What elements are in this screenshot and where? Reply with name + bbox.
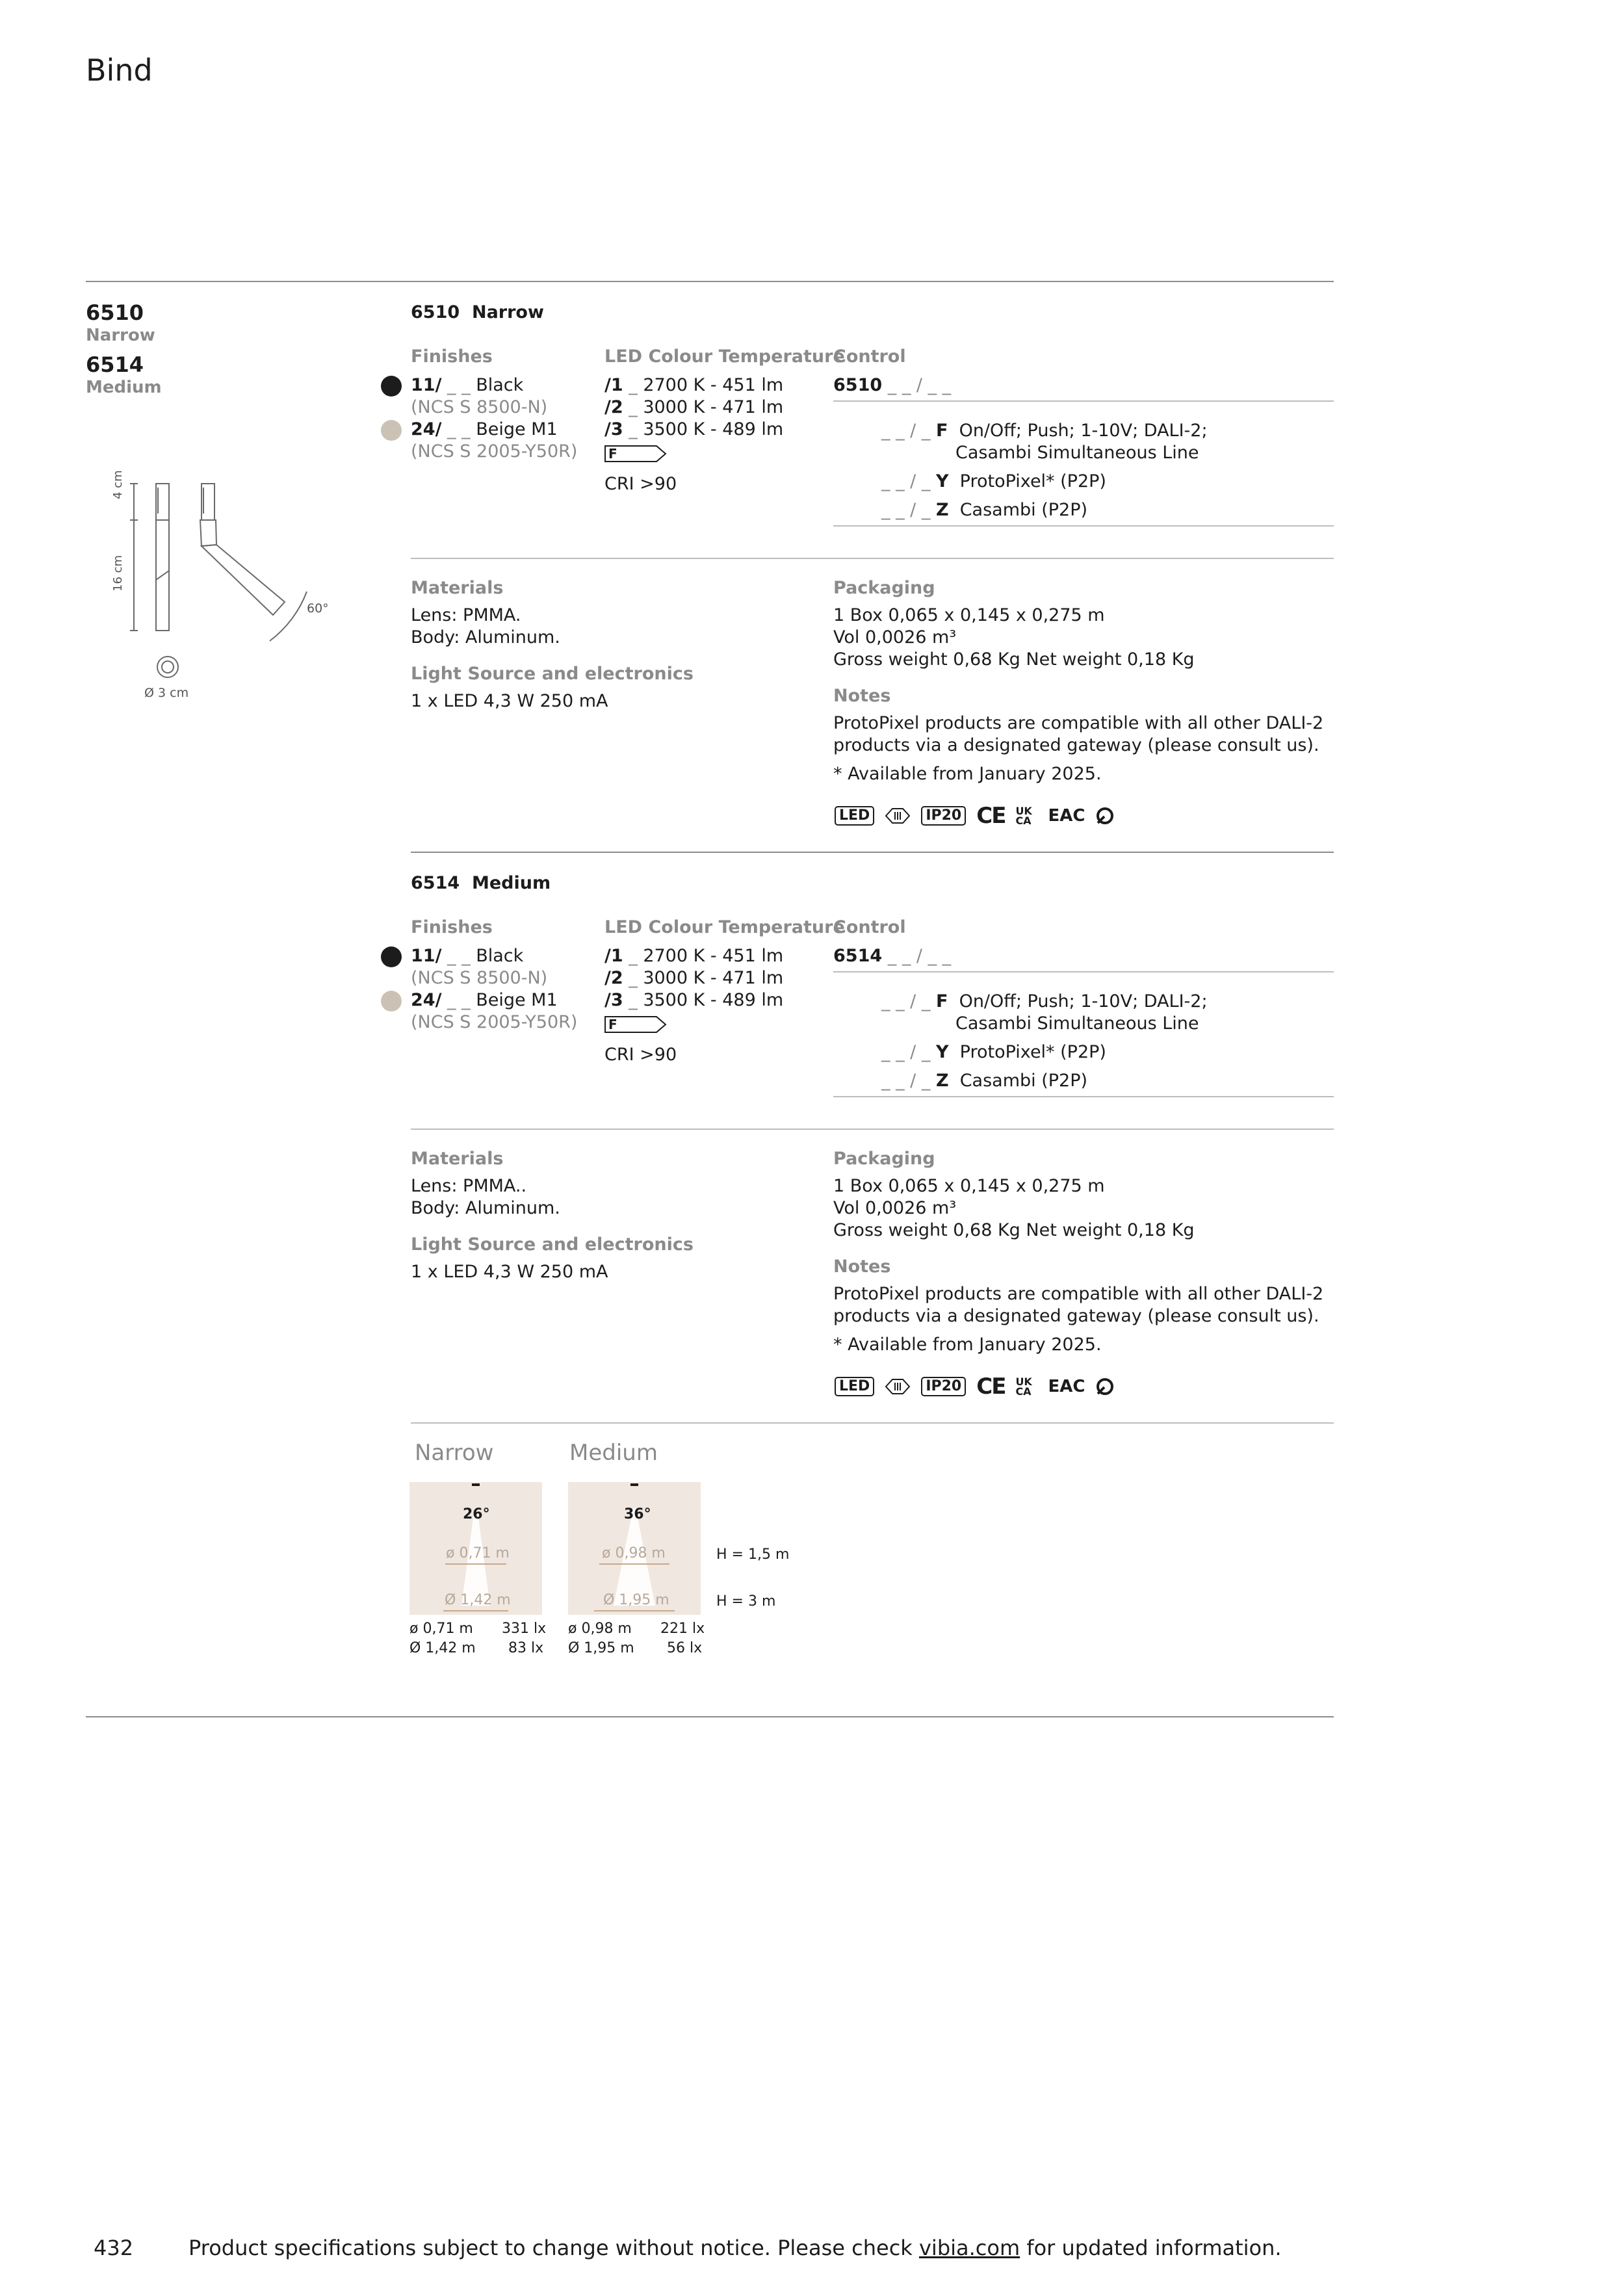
light-source-header: Light Source and electronics [411, 1234, 694, 1255]
height-label: H = 3 m [716, 1593, 776, 1610]
control-option-text: On/Off; Push; 1-10V; DALI-2; [959, 991, 1208, 1011]
materials-header: Materials [411, 578, 504, 598]
packaging-header: Packaging [833, 1149, 935, 1169]
led-blank: _ [623, 990, 643, 1010]
section-title [411, 302, 544, 324]
packaging-line: 1 Box 0,065 x 0,145 x 0,275 m [833, 1176, 1105, 1196]
footer-text [188, 2235, 1282, 2261]
dimension-top-height: 4 cm [111, 470, 125, 499]
packaging-line: Vol 0,0026 m³ [833, 627, 957, 647]
finish-swatch-black [381, 376, 402, 397]
led-item [604, 989, 783, 1011]
page-title: Bind [86, 53, 153, 88]
control-prefix: _ _ / _ [881, 471, 936, 491]
model-name: Medium [86, 378, 162, 397]
ip-rating-badge: IP20 [921, 1377, 966, 1396]
beam-diameter-far: Ø 1,95 m [603, 1592, 669, 1608]
led-header: LED Colour Temperature [604, 917, 845, 937]
notes-line: products via a designated gateway (please consult us). [833, 735, 1319, 755]
dimension-body-height: 16 cm [111, 554, 125, 592]
eac-mark-icon: EAC [1048, 1377, 1085, 1396]
finish-name: Beige M1 [476, 990, 558, 1010]
finish-blanks: _ _ [441, 419, 476, 439]
notes-header: Notes [833, 686, 891, 706]
control-divider [833, 1096, 1334, 1097]
footer-text-start: Product specifications subject to change without notice. Please check [188, 2236, 919, 2260]
control-option-text: On/Off; Push; 1-10V; DALI-2; [959, 421, 1208, 441]
section-name: Narrow [471, 302, 544, 322]
footer-link[interactable]: vibia.com [918, 2236, 1020, 2260]
model-code: 6510 [86, 300, 144, 325]
materials-line: Body: Aluminum. [411, 627, 560, 647]
materials-header: Materials [411, 1149, 504, 1169]
model-name: Narrow [86, 326, 155, 345]
section-code: 6514 [411, 873, 460, 893]
dimension-angle: 60° [307, 601, 329, 616]
control-prefix: _ _ / _ [881, 991, 936, 1011]
beam-angle: 26° [463, 1506, 490, 1522]
finish-name: Black [476, 946, 524, 966]
finish-code: 24/ [411, 419, 442, 439]
section-title [411, 872, 551, 894]
control-prefix: _ _ / _ [881, 1071, 936, 1091]
notes-line: ProtoPixel products are compatible with all other DALI-2 [833, 713, 1324, 733]
illuminance-diameter: Ø 1,95 m [568, 1640, 634, 1656]
control-divider [833, 400, 1334, 402]
control-option [881, 420, 1208, 442]
led-blank: _ [623, 946, 643, 966]
illuminance-diameter: ø 0,71 m [409, 1621, 473, 1637]
led-item [604, 374, 783, 397]
control-code-blanks: _ _ / _ _ [882, 946, 952, 966]
illuminance-lux: 56 lx [667, 1640, 703, 1656]
certification-row [835, 805, 1115, 827]
control-option-text: ProtoPixel* (P2P) [959, 471, 1106, 491]
control-divider [833, 525, 1334, 527]
certification-row [835, 1376, 1115, 1398]
finishes-header: Finishes [411, 917, 493, 937]
control-option-code: Y [935, 1042, 949, 1062]
control-option [881, 499, 1087, 521]
illuminance-lux: 83 lx [508, 1640, 544, 1656]
driver-icon [885, 806, 911, 826]
beam-diameter-far: Ø 1,42 m [445, 1592, 511, 1608]
beam-diagram [568, 1482, 701, 1615]
beam-diameter-near: ø 0,98 m [602, 1545, 666, 1561]
led-code: /3 [604, 419, 623, 439]
finish-swatch-black [381, 946, 402, 967]
section-divider [411, 852, 1334, 853]
led-value: 2700 K - 451 lm [643, 946, 784, 966]
beam-diameter-near: ø 0,71 m [446, 1545, 510, 1561]
control-option-code: F [935, 991, 948, 1011]
finish-ncs: (NCS S 8500-N) [411, 397, 548, 417]
led-value: 3500 K - 489 lm [643, 419, 784, 439]
materials-line: Lens: PMMA. [411, 605, 521, 625]
recycle-icon [1095, 1377, 1115, 1396]
top-divider [86, 281, 1334, 282]
led-blank: _ [623, 397, 643, 417]
materials-line: Body: Aluminum. [411, 1198, 560, 1218]
ce-mark-icon: CE [976, 803, 1006, 829]
finish-item [411, 945, 523, 967]
finish-blanks: _ _ [441, 946, 476, 966]
finishes-header: Finishes [411, 346, 493, 367]
ip-rating-badge: IP20 [921, 806, 966, 826]
page-number: 432 [94, 2236, 134, 2260]
finish-item [411, 989, 558, 1011]
control-option-text-2: Casambi Simultaneous Line [955, 1013, 1199, 1034]
control-prefix: _ _ / _ [881, 500, 936, 520]
control-code [833, 945, 951, 967]
control-option-text-2: Casambi Simultaneous Line [955, 443, 1199, 463]
notes-line: products via a designated gateway (please consult us). [833, 1306, 1319, 1326]
notes-line: ProtoPixel products are compatible with all other DALI-2 [833, 1284, 1324, 1304]
led-value: 2700 K - 451 lm [643, 375, 784, 395]
finish-item [411, 419, 558, 441]
control-option [881, 991, 1208, 1013]
height-label: H = 1,5 m [716, 1546, 790, 1563]
ce-mark-icon: CE [976, 1374, 1006, 1400]
ukca-mark-icon: UK CA [1015, 1376, 1032, 1398]
control-option-code: Y [935, 471, 949, 491]
finish-ncs: (NCS S 2005-Y50R) [411, 441, 578, 462]
driver-icon [885, 1377, 911, 1396]
led-badge: LED [835, 806, 874, 826]
notes-header: Notes [833, 1257, 891, 1277]
cri-value: CRI >90 [604, 474, 677, 494]
recycle-icon [1095, 806, 1115, 826]
notes-line: * Available from January 2025. [833, 1335, 1102, 1355]
finish-code: 24/ [411, 990, 442, 1010]
beam-diagram [409, 1482, 542, 1615]
led-item [604, 967, 783, 989]
led-item [604, 397, 783, 419]
packaging-line: Vol 0,0026 m³ [833, 1198, 957, 1218]
control-option-text: Casambi (P2P) [959, 500, 1088, 520]
control-code [833, 374, 951, 397]
beam-title: Narrow [415, 1440, 494, 1466]
control-option [881, 1041, 1106, 1063]
light-source-header: Light Source and electronics [411, 664, 694, 684]
section-divider [411, 558, 1334, 559]
led-header: LED Colour Temperature [604, 346, 845, 367]
light-source-value: 1 x LED 4,3 W 250 mA [411, 1262, 608, 1282]
finish-blanks: _ _ [441, 990, 476, 1010]
led-blank: _ [623, 375, 643, 395]
finish-code: 11/ [411, 946, 442, 966]
light-source-value: 1 x LED 4,3 W 250 mA [411, 691, 608, 711]
cri-value: CRI >90 [604, 1045, 677, 1065]
illuminance-diameter: ø 0,98 m [568, 1621, 632, 1637]
finish-item [411, 374, 523, 397]
control-divider [833, 971, 1334, 972]
finish-name: Beige M1 [476, 419, 558, 439]
control-code-number: 6510 [833, 375, 883, 395]
section-code: 6510 [411, 302, 460, 322]
finish-ncs: (NCS S 8500-N) [411, 968, 548, 988]
control-option-code: Z [935, 1071, 949, 1091]
control-code-number: 6514 [833, 946, 883, 966]
led-blank: _ [623, 968, 643, 988]
control-option-code: Z [935, 500, 949, 520]
model-code: 6514 [86, 352, 144, 377]
beam-angle: 36° [624, 1506, 651, 1522]
finish-blanks: _ _ [441, 375, 476, 395]
materials-line: Lens: PMMA.. [411, 1176, 527, 1196]
bottom-divider [86, 1716, 1334, 1717]
control-prefix: _ _ / _ [881, 1042, 936, 1062]
control-header: Control [833, 346, 906, 367]
led-item [604, 419, 783, 441]
control-option [881, 471, 1106, 493]
footer-text-end: for updated information. [1020, 2236, 1282, 2260]
led-code: /1 [604, 946, 623, 966]
control-header: Control [833, 917, 906, 937]
finish-swatch-beige [381, 420, 402, 441]
ukca-mark-icon: UK CA [1015, 805, 1032, 827]
eac-mark-icon: EAC [1048, 806, 1085, 826]
packaging-line: Gross weight 0,68 Kg Net weight 0,18 Kg [833, 1220, 1195, 1240]
led-blank: _ [623, 419, 643, 439]
illuminance-lux: 331 lx [502, 1621, 547, 1637]
control-prefix: _ _ / _ [881, 421, 936, 441]
led-code: /2 [604, 397, 623, 417]
energy-class-label: F [608, 1017, 617, 1032]
model-list [86, 300, 162, 398]
section-divider [411, 1128, 1334, 1130]
finish-swatch-beige [381, 991, 402, 1011]
finish-ncs: (NCS S 2005-Y50R) [411, 1012, 578, 1032]
control-option-text: Casambi (P2P) [959, 1071, 1088, 1091]
led-code: /3 [604, 990, 623, 1010]
control-option-text: ProtoPixel* (P2P) [959, 1042, 1106, 1062]
packaging-line: Gross weight 0,68 Kg Net weight 0,18 Kg [833, 649, 1195, 670]
led-item [604, 945, 783, 967]
led-value: 3000 K - 471 lm [643, 397, 784, 417]
section-name: Medium [471, 873, 551, 893]
led-code: /1 [604, 375, 623, 395]
illuminance-diameter: Ø 1,42 m [409, 1640, 476, 1656]
finish-code: 11/ [411, 375, 442, 395]
energy-class-label: F [608, 446, 617, 462]
notes-line: * Available from January 2025. [833, 764, 1102, 784]
dimension-diameter: Ø 3 cm [144, 686, 189, 700]
illuminance-lux: 221 lx [660, 1621, 705, 1637]
packaging-line: 1 Box 0,065 x 0,145 x 0,275 m [833, 605, 1105, 625]
section-divider [411, 1422, 1334, 1424]
dimension-drawing [110, 475, 331, 709]
led-value: 3500 K - 489 lm [643, 990, 784, 1010]
led-code: /2 [604, 968, 623, 988]
finish-name: Black [476, 375, 524, 395]
control-option [881, 1070, 1087, 1092]
beam-title: Medium [569, 1440, 658, 1466]
control-option-code: F [935, 421, 948, 441]
packaging-header: Packaging [833, 578, 935, 598]
control-code-blanks: _ _ / _ _ [882, 375, 952, 395]
led-value: 3000 K - 471 lm [643, 968, 784, 988]
led-badge: LED [835, 1377, 874, 1396]
